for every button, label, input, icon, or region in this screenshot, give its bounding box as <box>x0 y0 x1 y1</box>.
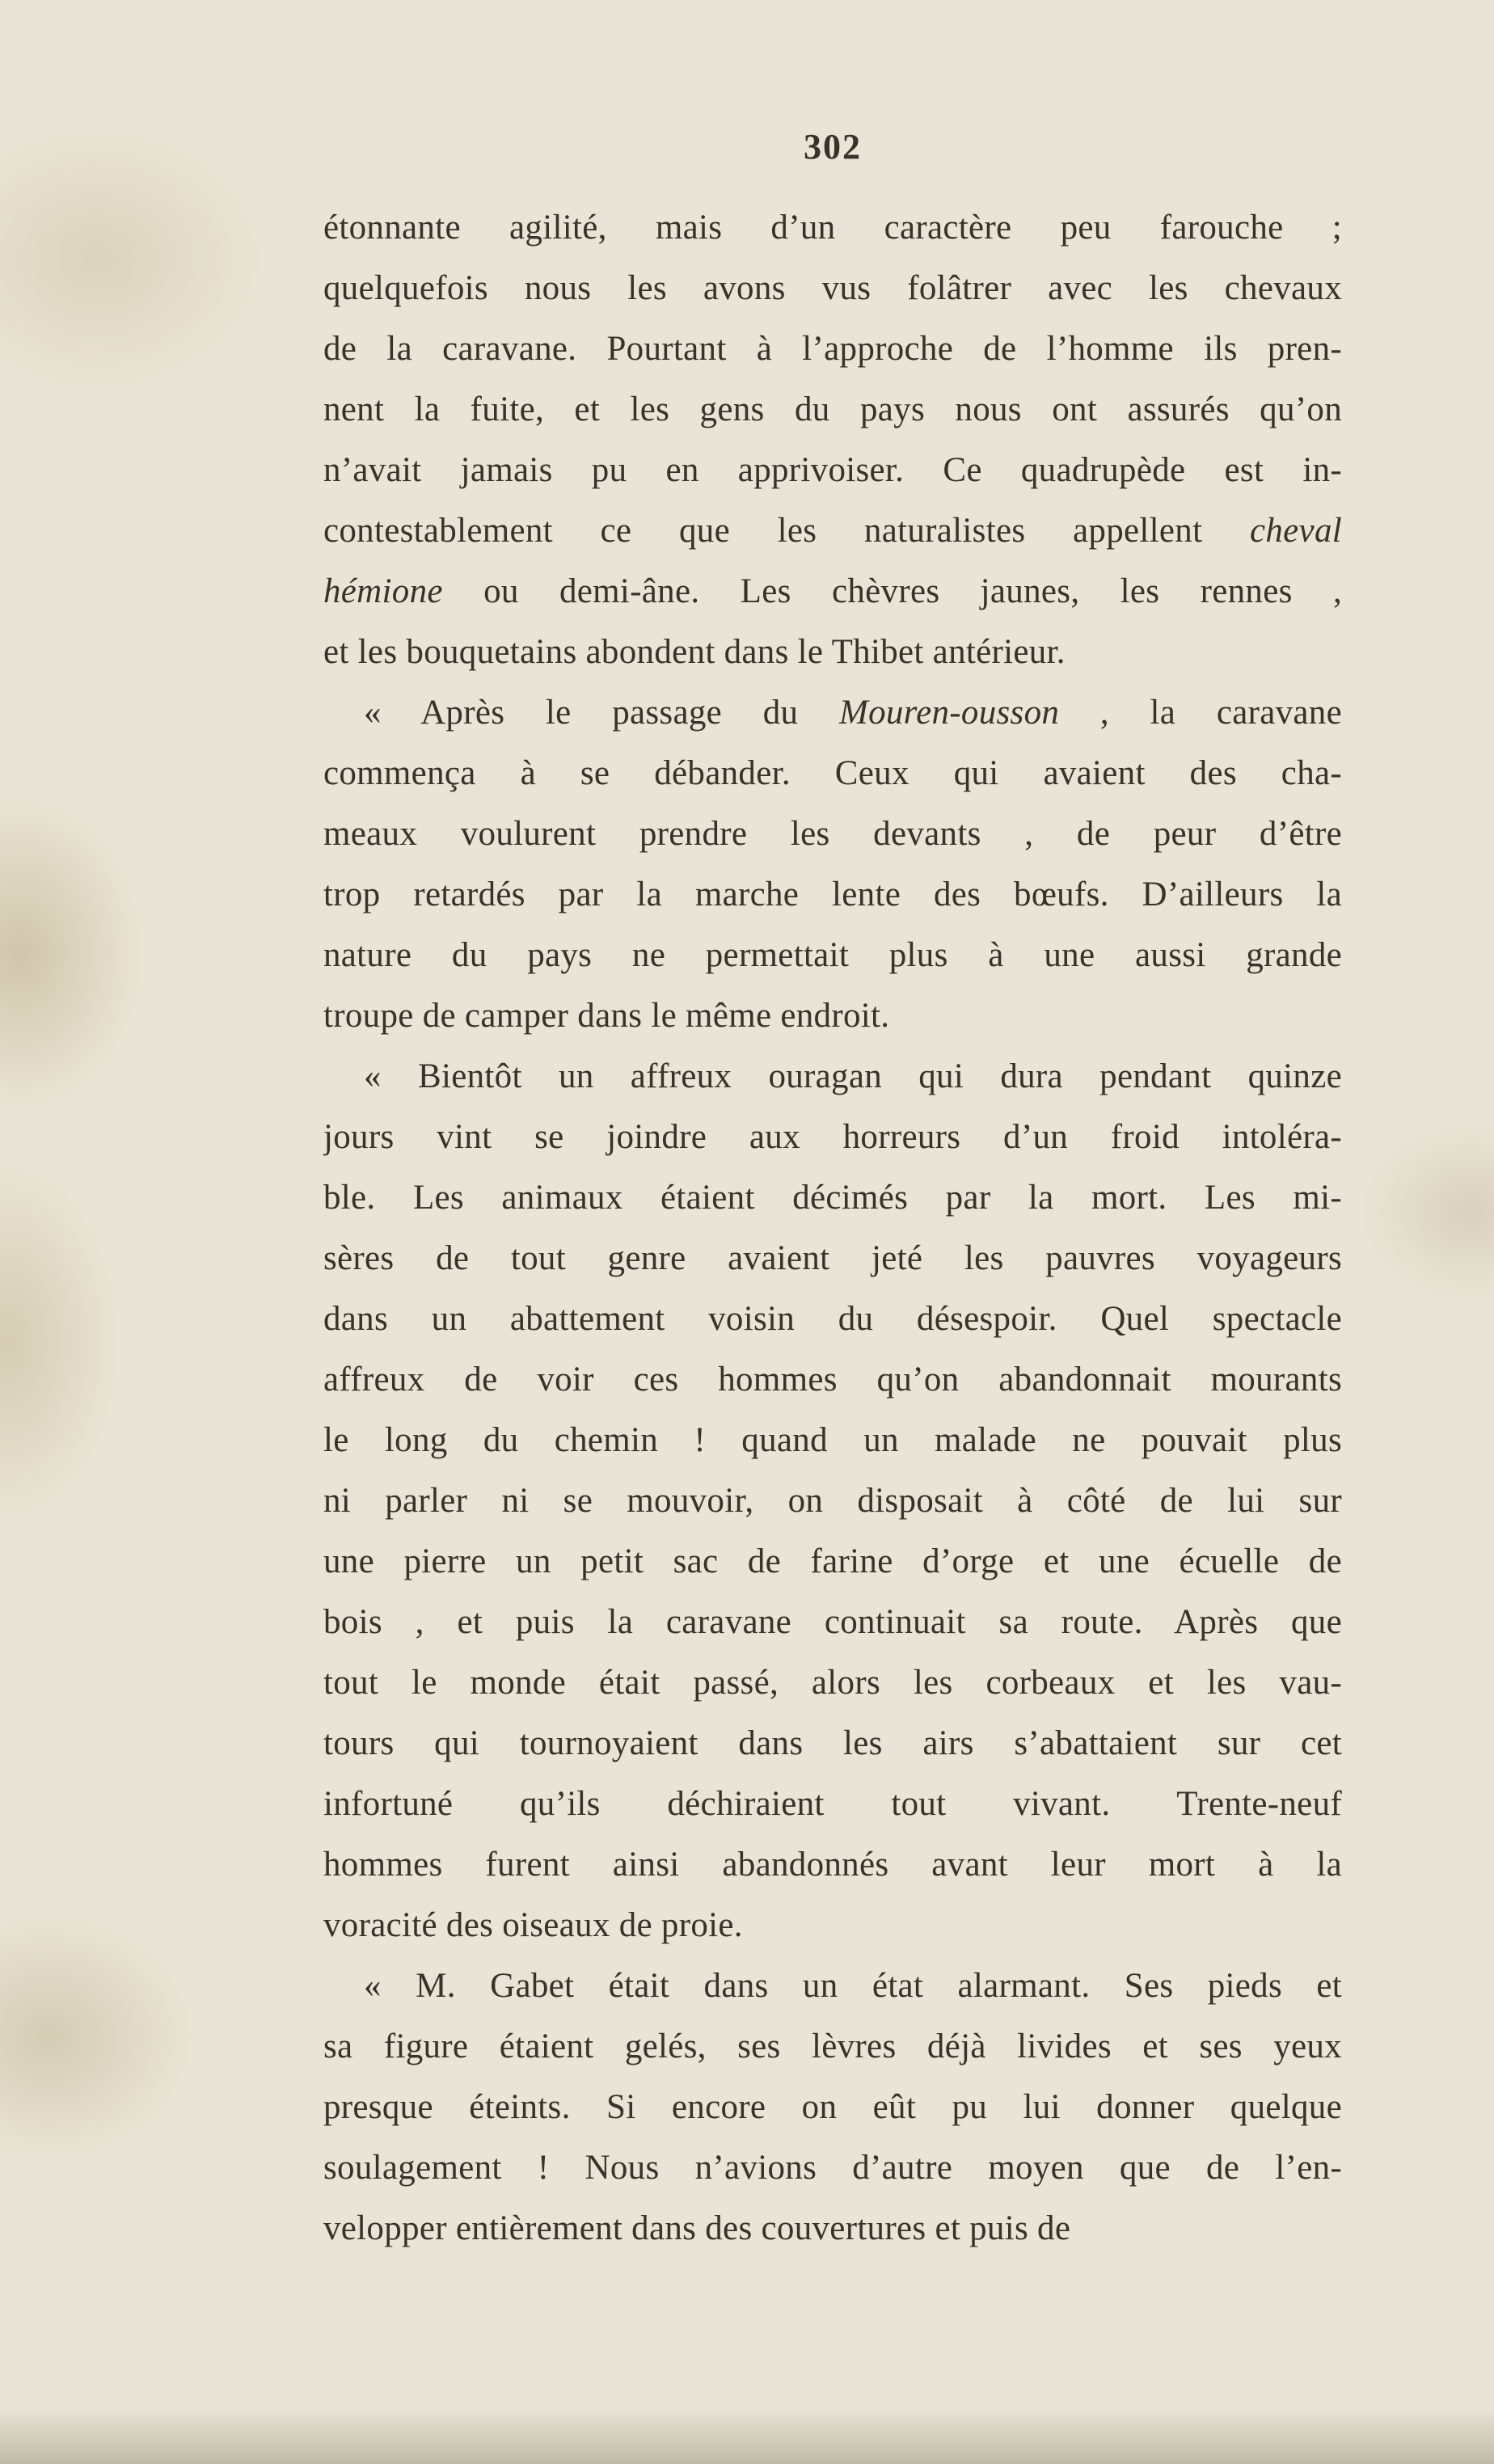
text-line <box>323 1592 1342 1652</box>
text-line <box>323 1228 1342 1289</box>
text-segment: , la caravane <box>1059 694 1342 732</box>
page-text <box>323 197 1342 2259</box>
text-line <box>323 1349 1342 1410</box>
text-segment: troupe de camper dans le même endroit. <box>323 997 890 1035</box>
text-segment: hommes furent ainsi abandonnés avant leur mort à la <box>323 1846 1342 1884</box>
text-line <box>323 1167 1342 1228</box>
text-line <box>323 864 1342 925</box>
text-line <box>323 379 1342 440</box>
text-line <box>323 2198 1342 2259</box>
text-segment: contestablement ce que les naturalistes appellent <box>323 512 1250 550</box>
text-segment: dans un abattement voisin du désespoir. Quel spectacle <box>323 1300 1342 1338</box>
text-segment: meaux voulurent prendre les devants , de peur d’être <box>323 815 1342 853</box>
text-line <box>323 622 1342 682</box>
text-segment: trop retardés par la marche lente des bœufs. D’ailleurs la <box>323 875 1342 913</box>
text-line <box>323 1470 1342 1531</box>
text-line <box>323 440 1342 500</box>
text-segment: « M. Gabet était dans un état alarmant. Ses pieds et <box>364 1967 1342 2005</box>
page-number: 302 <box>804 127 862 167</box>
text-line <box>323 197 1342 258</box>
text-segment: bois , et puis la caravane continuait sa route. Après que <box>323 1603 1342 1641</box>
text-line <box>323 985 1342 1046</box>
text-segment: voracité des oiseaux de proie. <box>323 1906 743 1944</box>
italic-text-segment: Mouren-ousson <box>838 694 1060 732</box>
text-line <box>323 1046 1342 1107</box>
text-segment: « Bientôt un affreux ouragan qui dura pendant quinze <box>364 1057 1342 1095</box>
text-line <box>323 1895 1342 1956</box>
text-line <box>323 804 1342 864</box>
text-segment: étonnante agilité, mais d’un caractère peu farouche ; <box>323 209 1342 247</box>
text-line <box>323 1531 1342 1592</box>
text-line <box>323 1107 1342 1167</box>
text-line <box>323 561 1342 622</box>
text-segment: ou demi-âne. Les chèvres jaunes, les rennes , <box>442 572 1342 610</box>
text-segment: soulagement ! Nous n’avions d’autre moyen que de l’en- <box>323 2149 1342 2187</box>
text-segment: infortuné qu’ils déchiraient tout vivant. Trente-neuf <box>323 1785 1342 1823</box>
text-line <box>323 1652 1342 1713</box>
text-segment: nent la fuite, et les gens du pays nous ont assurés qu’on <box>323 390 1342 428</box>
text-line <box>323 1289 1342 1349</box>
text-segment: commença à se débander. Ceux qui avaient des cha- <box>323 754 1342 792</box>
text-segment: affreux de voir ces hommes qu’on abandonnait mourants <box>323 1361 1342 1399</box>
italic-text-segment: cheval <box>1249 512 1342 550</box>
text-line <box>323 682 1342 743</box>
text-line <box>323 2137 1342 2198</box>
text-segment: presque éteints. Si encore on eût pu lui donner quelque <box>323 2088 1342 2126</box>
text-segment: ble. Les animaux étaient décimés par la mort. Les mi- <box>323 1179 1342 1217</box>
text-segment: quelquefois nous les avons vus folâtrer avec les chevaux <box>323 269 1342 307</box>
text-line <box>323 1410 1342 1470</box>
text-segment: le long du chemin ! quand un malade ne pouvait plus <box>323 1421 1342 1459</box>
text-segment: tout le monde était passé, alors les corbeaux et les vau- <box>323 1664 1342 1702</box>
text-line <box>323 2016 1342 2077</box>
text-segment: tours qui tournoyaient dans les airs s’abattaient sur cet <box>323 1724 1342 1762</box>
text-segment: jours vint se joindre aux horreurs d’un froid intoléra- <box>323 1118 1342 1156</box>
text-line <box>323 258 1342 319</box>
text-segment: velopper entièrement dans des couvertures et puis de <box>323 2209 1071 2247</box>
text-line <box>323 925 1342 985</box>
text-segment: ni parler ni se mouvoir, on disposait à côté de lui sur <box>323 1482 1342 1520</box>
text-line <box>323 2077 1342 2137</box>
text-line <box>323 1834 1342 1895</box>
text-line <box>323 500 1342 561</box>
text-line <box>323 319 1342 379</box>
text-line <box>323 1956 1342 2016</box>
text-line <box>323 1774 1342 1834</box>
text-segment: de la caravane. Pourtant à l’approche de l’homme ils pren- <box>323 330 1342 368</box>
text-segment: sères de tout genre avaient jeté les pauvres voyageurs <box>323 1239 1342 1277</box>
text-segment: une pierre un petit sac de farine d’orge et une écuelle de <box>323 1542 1342 1580</box>
text-line <box>323 1713 1342 1774</box>
italic-text-segment: hémione <box>323 572 443 610</box>
text-segment: n’avait jamais pu en apprivoiser. Ce quadrupède est in- <box>323 451 1342 489</box>
text-segment: sa figure étaient gelés, ses lèvres déjà livides et ses yeux <box>323 2027 1342 2065</box>
text-segment: « Après le passage du <box>364 694 839 732</box>
text-segment: et les bouquetains abondent dans le Thibet antérieur. <box>323 633 1066 671</box>
text-segment: nature du pays ne permettait plus à une aussi grande <box>323 936 1342 974</box>
text-line <box>323 743 1342 804</box>
